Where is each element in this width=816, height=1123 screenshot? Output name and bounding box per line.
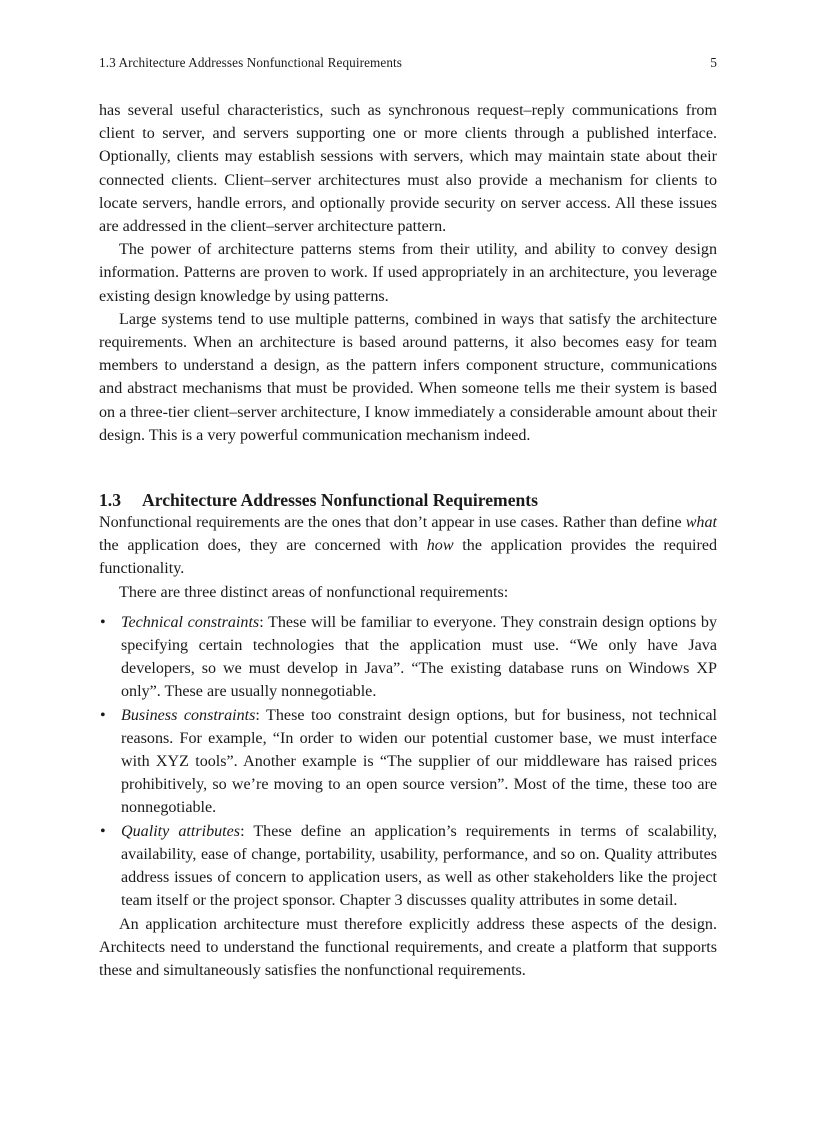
paragraph-lead-in: There are three distinct areas of nonfunctional requirements:	[119, 583, 509, 601]
list-item-term: Quality attributes	[121, 822, 241, 840]
page-number: 5	[710, 55, 717, 70]
list-item	[99, 820, 717, 913]
list-item	[99, 704, 717, 820]
paragraph-large-systems: Large systems tend to use multiple patterns, combined in ways that satisfy the architecture requirements. When an architecture is based around patterns, it also becomes easy for team members to understand a design, as the pattern infers component structure, communications and abstract mechanisms that must be provided. When someone tells me their system is based on a three-tier client–server architecture, I know immediately a considerable amount about their design. This is a very powerful communication mechanism indeed.	[99, 310, 717, 444]
section-heading	[99, 489, 717, 511]
nfr-intro-part-3: the application provides the required functionality.	[99, 537, 718, 578]
nfr-intro-part-1: Nonfunctional requirements are the ones that don’t appear in use cases. Rather than define	[99, 514, 686, 532]
paragraph-patterns-power: The power of architecture patterns stems from their utility, and ability to convey design information. Patterns are proven to work. If used appropriately in an architecture, you leverage existing design knowledge by using patterns.	[99, 241, 717, 305]
running-header	[99, 55, 717, 73]
list-item-term: Business constraints	[121, 706, 256, 724]
bullet-icon: •	[100, 706, 106, 724]
body-text	[99, 99, 717, 982]
nfr-intro-part-2: the application does, they are concerned with	[99, 537, 427, 555]
paragraph-continuation: has several useful characteristics, such as synchronous request–reply communications from client to server, and servers supporting one or more clients through a published interface. Optionally, clients may establish sessions with servers, which may maintain state about their connected clients. Client–server architectures must also provide a mechanism for clients to locate servers, handle errors, and optionally provide security on server access. All these issues are addressed in the client–server architecture pattern.	[99, 102, 717, 236]
list-item	[99, 611, 717, 704]
list-item-text: : These too constraint design options, but for business, not technical reasons. For example, “In order to widen our potential customer base, we must interface with XYZ tools”. Another example is “The supplier of our middleware has raised prices prohibitively, so we’re moving to an open source version”. Most of the time, these too are nonnegotiable.	[121, 706, 717, 817]
running-header-title: 1.3 Architecture Addresses Nonfunctional Requirements	[99, 55, 403, 70]
paragraph-nfr-intro	[99, 511, 717, 581]
section-title: Architecture Addresses Nonfunctional Requirements	[142, 490, 539, 511]
list-item-text: : These will be familiar to everyone. They constrain design options by specifying certain technologies that the application must use. “We only have Java developers, so we must develop in Java”. “The existing database runs on Windows XP only”. These are usually nonnegotiable.	[121, 613, 717, 701]
section-number: 1.3	[99, 490, 121, 511]
page-content-area	[99, 55, 717, 982]
list-item-term: Technical constraints	[121, 613, 260, 631]
paragraph-closing: An application architecture must therefore explicitly address these aspects of the design. Architects need to understand the functional requirements, and create a platform that supports these and simultaneously satisfies the nonfunctional requirements.	[99, 915, 717, 979]
bullet-icon: •	[100, 822, 106, 840]
list-item-text: : These define an application’s requirements in terms of scalability, availability, ease of change, portability, usability, performance, and so on. Quality attributes address issues of concern to application users, as well as other stakeholders like the project team itself or the project sponsor. Chapter 3 discusses quality attributes in some detail.	[121, 822, 717, 910]
nfr-intro-italic-what: what	[685, 514, 717, 532]
nfr-intro-italic-how: how	[426, 537, 454, 555]
bullet-icon: •	[100, 613, 106, 631]
nonfunctional-requirements-list	[99, 611, 717, 913]
